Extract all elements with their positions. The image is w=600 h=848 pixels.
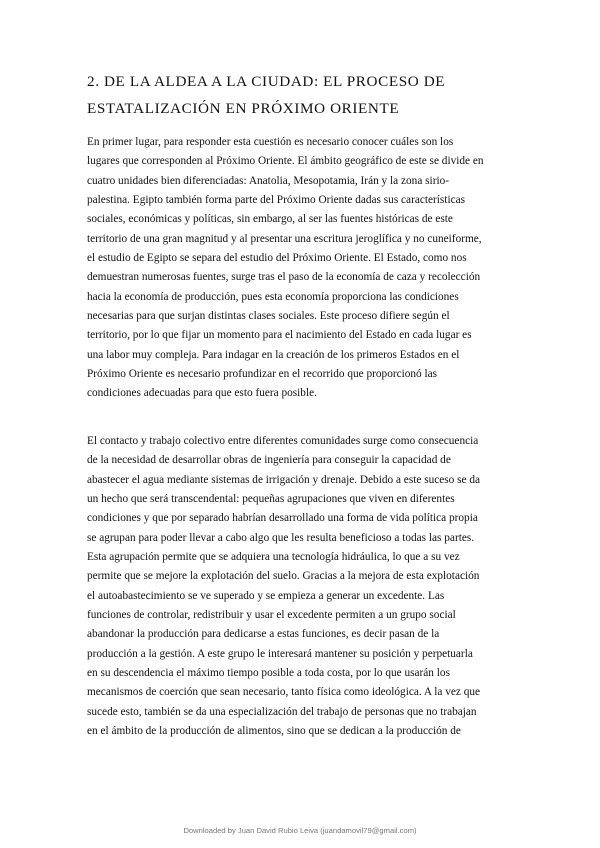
paragraph-line: abastecer el agua mediante sistemas de irrigación y drenaje. Debido a este suceso se da (87, 473, 481, 486)
paragraph-line: una labor muy compleja. Para indagar en la creación de los primeros Estados en el (87, 348, 460, 361)
paragraph-line: sucede esto, también se da una especialización del trabajo de personas que no trabajan (87, 705, 477, 718)
paragraph-line: el autoabastecimiento se ve superado y se empieza a generar un excedente. Las (87, 589, 445, 602)
paragraph-line: El contacto y trabajo colectivo entre diferentes comunidades surge como consecuencia (87, 435, 479, 447)
paragraph-line: necesarias para que surjan distintas clases sociales. Este proceso difiere según el (87, 310, 450, 323)
paragraph-line: de la necesidad de desarrollar obras de ingeniería para conseguir la capacidad de (87, 454, 451, 467)
paragraph-line: cuatro unidades bien diferenciadas: Anatolia, Mesopotamia, Irán y la zona sirio- (87, 174, 450, 187)
paragraph-line: se agrupan para poder llevar a cabo algo que les resulta beneficioso a todas las partes. (87, 531, 475, 544)
paragraph-line: demuestran numerosas fuentes, surge tras el paso de la economía de caza y recolección (87, 271, 481, 284)
paragraph-line: producción a la gestión. A este grupo le interesará mantener su posición y perpetuarla (87, 647, 473, 660)
paragraph-line: mecanismos de coerción que sean necesario, tanto física como ideológica. A la vez que (87, 686, 481, 699)
paragraph-line: condiciones y que por separado habrían desarrollado una forma de vida política propia (87, 512, 478, 525)
heading-line-1: 2. DE LA ALDEA A LA CIUDAD: EL PROCESO DE (87, 73, 446, 90)
paragraph-line: abandonar la producción para dedicarse a estas funciones, es decir pasan de la (87, 628, 440, 641)
paragraph-line: hacia la economía de producción, pues esta economía proporciona las condiciones (87, 290, 459, 303)
heading-line-2: ESTATALIZACIÓN EN PRÓXIMO ORIENTE (87, 100, 400, 117)
paragraph-line: sociales, económicas y políticas, sin embargo, al ser las fuentes históricas de este (87, 213, 453, 226)
paragraph-line: territorio, por lo que fijar un momento para el nacimiento del Estado en cada lugar es (87, 329, 472, 342)
paragraph-line: Próximo Oriente es necesario profundizar en el recorrido que proporcionó las (87, 368, 438, 381)
paragraph-line: permite que se mejore la explotación del suelo. Gracias a la mejora de esta explotación (87, 570, 480, 583)
paragraph-line: funciones de controlar, redistribuir y usar el excedente permiten a un grupo social (87, 609, 456, 622)
paragraph-line: territorio de una gran magnitud y al presentar una escritura jeroglífica y no cuneiforme, (87, 232, 482, 245)
paragraph-line: lugares que corresponden al Próximo Oriente. El ámbito geográfico de este se divide en (87, 155, 484, 168)
paragraph-line: el estudio de Egipto se separa del estudio del Próximo Oriente. El Estado, como nos (87, 252, 467, 265)
paragraph-line: en su descendencia el máximo tiempo posible a toda costa, por lo que usarán los (87, 667, 450, 680)
paragraph-line: palestina. Egipto también forma parte del Próximo Oriente dadas sus características (87, 194, 466, 207)
paragraph-2 (87, 432, 514, 742)
paragraph-line: Esta agrupación permite que se adquiera una tecnología hidráulica, lo que a su vez (87, 551, 460, 564)
section-heading (87, 68, 527, 122)
paragraph-line: condiciones adecuadas para que esto fuera posible. (87, 387, 317, 400)
paragraph-line: En primer lugar, para responder esta cuestión es necesario conocer cuáles son los (87, 136, 454, 148)
paragraph-1 (87, 133, 514, 404)
download-footer: Downloaded by Juan David Rubio Leiva (juandamovil79@gmail.com) (183, 826, 417, 835)
paragraph-line: un hecho que será transcendental: pequeñas agrupaciones que viven en diferentes (87, 493, 455, 506)
paragraph-line: en el ámbito de la producción de alimentos, sino que se dedican a la producción de (87, 725, 461, 738)
